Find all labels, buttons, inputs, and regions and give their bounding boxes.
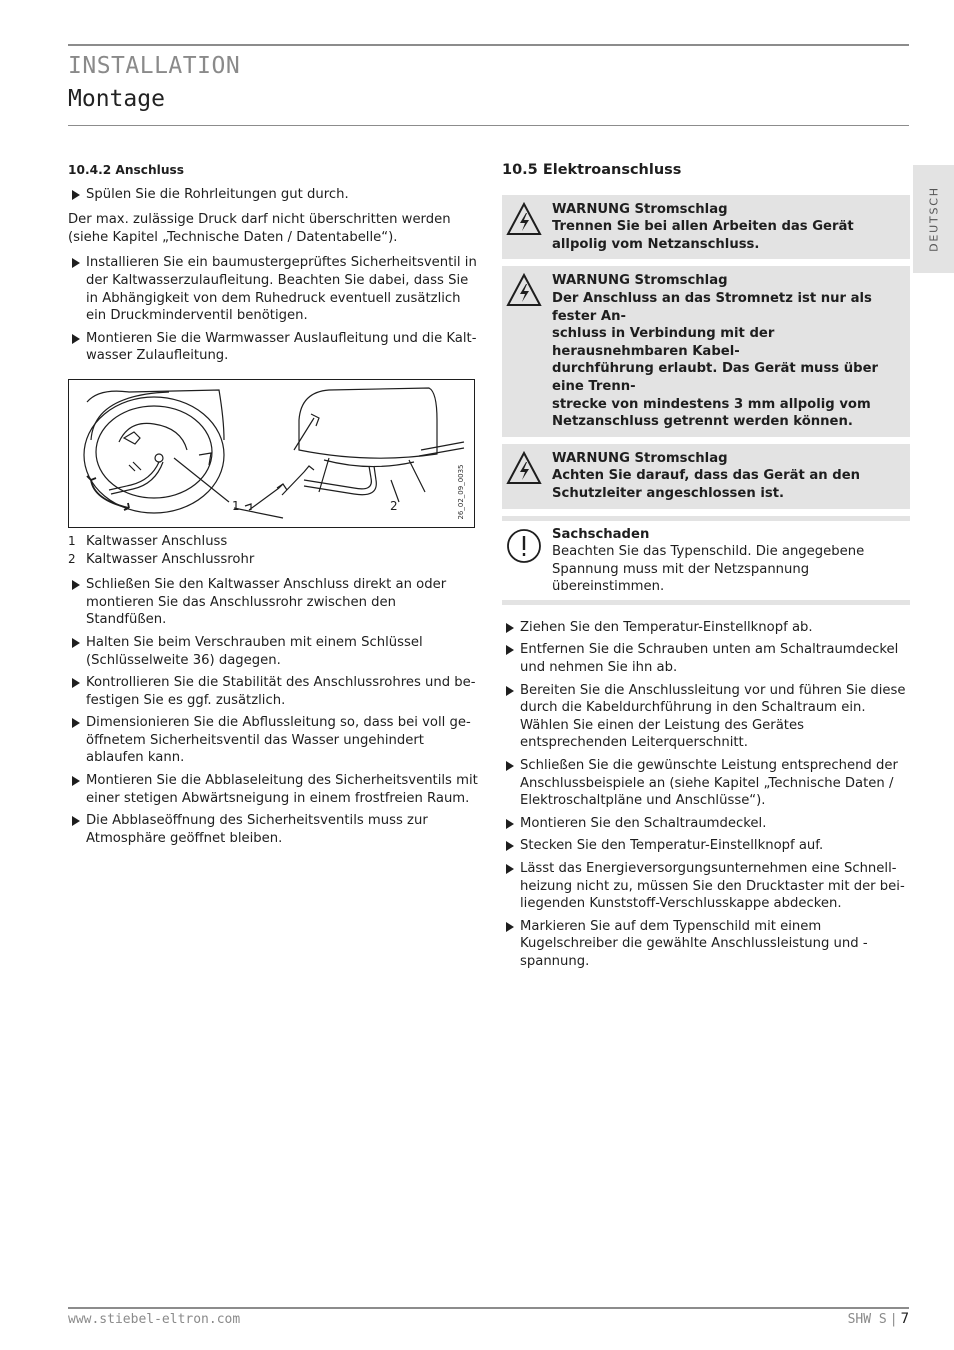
- notice-title: Sachschaden: [552, 526, 650, 542]
- figure-callout-2: 2: [390, 498, 398, 513]
- footer-rule: [68, 1307, 909, 1309]
- list-item: Kontrollieren Sie die Stabilität des Anschlussrohres und be- festigen Sie es ggf. zusätzlich.: [68, 674, 478, 709]
- bullet-triangle-icon: [72, 776, 80, 786]
- right-column: [502, 162, 910, 979]
- step-list: [68, 186, 478, 204]
- bullet-triangle-icon: [72, 638, 80, 648]
- bullet-triangle-icon: [506, 819, 514, 829]
- warning-box: [502, 444, 910, 509]
- footer-url[interactable]: www.stiebel-eltron.com: [68, 1312, 241, 1327]
- paragraph: Der max. zulässige Druck darf nicht überschritten werden (siehe Kapitel „Technische Daten / Datentabelle“).: [68, 212, 451, 245]
- header-rule: [68, 125, 909, 126]
- warning-text: Achten Sie darauf, dass das Gerät an den Schutzleiter angeschlossen ist.: [552, 468, 861, 501]
- language-tab: [913, 165, 954, 273]
- bullet-triangle-icon: [72, 718, 80, 728]
- bullet-triangle-icon: [72, 334, 80, 344]
- warning-box: [502, 266, 910, 436]
- warning-title: WARNUNG Stromschlag: [552, 201, 728, 217]
- list-item: Schließen Sie die gewünschte Leistung entsprechend der Anschlussbeispiele an (siehe Kapitel „Technische Daten / Elektroschaltpläne und Anschlüsse“).: [502, 757, 910, 810]
- step-list: [68, 576, 478, 847]
- language-tab-label: DEUTSCH: [927, 186, 940, 252]
- bullet-triangle-icon: [72, 190, 80, 200]
- footer-page-info: [848, 1311, 909, 1327]
- notice-text: Beachten Sie das Typenschild. Die angegebene Spannung muss mit der Netzspannung übereinstimmen.: [552, 544, 865, 595]
- notice-box: [502, 516, 910, 605]
- list-item: Stecken Sie den Temperatur-Einstellknopf auf.: [502, 837, 910, 855]
- list-item: Dimensionieren Sie die Abflussleitung so, dass bei voll ge- öffnetem Sicherheitsventil das Wasser ungehindert ablaufen kann.: [68, 714, 478, 767]
- warning-box: [502, 195, 910, 260]
- bullet-triangle-icon: [506, 922, 514, 932]
- list-item: Installieren Sie ein baumustergeprüftes Sicherheitsventil in der Kaltwasserzulaufleitung. Beachten Sie dabei, dass Sie in Abhängigkeit von dem Ruhedruck eventuell zusätzlich ein Druckminderventil benötigen.: [68, 254, 478, 324]
- warning-title: WARNUNG Stromschlag: [552, 450, 728, 466]
- bullet-triangle-icon: [506, 686, 514, 696]
- bullet-triangle-icon: [72, 258, 80, 268]
- legend-item: 2 Kaltwasser Anschlussrohr: [68, 551, 255, 567]
- list-item: Ziehen Sie den Temperatur-Einstellknopf ab.: [502, 619, 910, 637]
- bullet-triangle-icon: [506, 623, 514, 633]
- warning-title: WARNUNG Stromschlag: [552, 273, 728, 289]
- bullet-triangle-icon: [506, 761, 514, 771]
- list-item: Die Abblaseöffnung des Sicherheitsventils muss zur Atmosphäre geöffnet bleiben.: [68, 812, 478, 847]
- figure-callout-1: 1: [232, 498, 240, 513]
- exclamation-circle-icon: [506, 528, 542, 564]
- installation-figure: [68, 379, 475, 528]
- electric-warning-icon: [506, 202, 542, 236]
- bullet-triangle-icon: [506, 841, 514, 851]
- legend-item: 1 Kaltwasser Anschluss: [68, 533, 228, 549]
- bullet-triangle-icon: [506, 864, 514, 874]
- step-list: [502, 619, 910, 971]
- list-item: Montieren Sie den Schaltraumdeckel.: [502, 815, 910, 833]
- bullet-triangle-icon: [72, 580, 80, 590]
- left-column: [68, 162, 478, 855]
- footer-separator: |: [889, 1312, 898, 1327]
- bullet-triangle-icon: [72, 816, 80, 826]
- section-heading-elektroanschluss: 10.5 Elektroanschluss: [502, 162, 682, 178]
- warning-text: Trennen Sie bei allen Arbeiten das Gerät allpolig vom Netzanschluss.: [552, 219, 854, 252]
- bullet-triangle-icon: [506, 645, 514, 655]
- list-item: Montieren Sie die Warmwasser Auslaufleitung und die Kalt- wasser Zulaufleitung.: [68, 330, 478, 365]
- warning-text: Der Anschluss an das Stromnetz ist nur als fester An- schluss in Verbindung mit der herausnehmbaren Kabel- durchführung erlaubt. Das Gerät muss über eine Trenn- strecke von mindestens 3 mm allpolig vom Netzanschluss getrennt werden können.: [552, 290, 879, 430]
- section-heading-anschluss: 10.4.2 Anschluss: [68, 163, 185, 177]
- list-item: Markieren Sie auf dem Typenschild mit einem Kugelschreiber die gewählte Anschlussleistung und -spannung.: [502, 918, 910, 971]
- page-section-title: INSTALLATION: [68, 53, 241, 79]
- list-item: Montieren Sie die Abblaseleitung des Sicherheitsventils mit einer stetigen Abwärtsneigung in einem frostfreien Raum.: [68, 772, 478, 807]
- figure-legend: [68, 533, 478, 568]
- list-item: Bereiten Sie die Anschlussleitung vor und führen Sie diese durch die Kabeldurchführung in den Schaltraum ein. Wählen Sie einen der Leistung des Gerätes entsprechenden Leiterquerschnitt.: [502, 682, 910, 752]
- list-item: Entfernen Sie die Schrauben unten am Schaltraumdeckel und nehmen Sie ihn ab.: [502, 641, 910, 676]
- list-item: Schließen Sie den Kaltwasser Anschluss direkt an oder montieren Sie das Anschlussrohr zwischen den Standfüßen.: [68, 576, 478, 629]
- page-subtitle: Montage: [68, 86, 165, 112]
- step-list: [68, 254, 478, 365]
- list-item: Lässt das Energieversorgungsunternehmen eine Schnell- heizung nicht zu, müssen Sie den Drucktaster mit der bei- liegenden Kunststoff-Verschlusskappe abdecken.: [502, 860, 910, 913]
- electric-warning-icon: [506, 273, 542, 307]
- list-item: Halten Sie beim Verschrauben mit einem Schlüssel (Schlüsselweite 36) dagegen.: [68, 634, 478, 669]
- installation-drawing: [69, 380, 474, 527]
- page-number: 7: [900, 1311, 909, 1327]
- bullet-triangle-icon: [72, 678, 80, 688]
- top-rule: [68, 44, 909, 46]
- footer-product: SHW S: [847, 1312, 887, 1327]
- list-item: Spülen Sie die Rohrleitungen gut durch.: [68, 186, 478, 204]
- electric-warning-icon: [506, 451, 542, 485]
- figure-code: 26_02_09_0035: [457, 464, 466, 520]
